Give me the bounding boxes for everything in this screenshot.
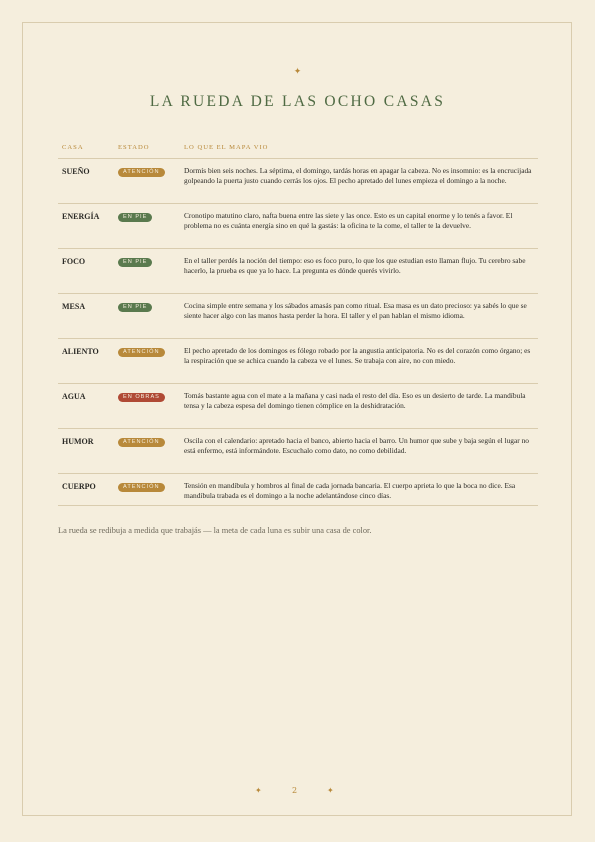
table-row (58, 474, 538, 506)
status-badge: EN PIE (118, 213, 152, 222)
top-ornament-icon: ✦ (293, 67, 302, 77)
house-description: En el taller perdés la noción del tiempo: eso es foco puro, lo que los que estudian esto llaman flujo. Tu cerebro sabe hacerlo, la prueba es que ya lo hace. La pregunta es dónde querés vivirlo. (184, 256, 526, 276)
status-badge: EN OBRAS (118, 393, 165, 402)
house-name: AGUA (62, 392, 86, 401)
status-badge: ATENCIÓN (118, 348, 165, 357)
status-badge: ATENCIÓN (118, 168, 165, 177)
page-title: LA RUEDA DE LAS OCHO CASAS (149, 93, 446, 110)
page-footer (0, 786, 595, 798)
status-badge: ATENCIÓN (118, 483, 165, 492)
footer-ornament-left-icon: ✦ (255, 786, 262, 795)
house-description: Dormís bien seis noches. La séptima, el domingo, tardás horas en apagar la cabeza. No es insomnio: es la encrucijada golpeando la puerta justo cuando cerrás los ojos. El pecho apretado del lunes empieza el domingo a la noche. (184, 166, 532, 186)
table-row (58, 204, 538, 249)
house-name: SUEÑO (62, 167, 90, 176)
house-description: Tomás bastante agua con el mate a la mañana y casi nada el resto del día. Eso es un desierto de tarde. La mandíbula tensa y la cabeza espesa del domingo tienen cómplice en la deshidratación. (184, 391, 526, 411)
house-description: Cocina simple entre semana y los sábados amasás pan como ritual. Esa masa es un dato precioso: ya sabés lo que se siente hacer algo con las manos hasta perder la hora. El taller y el pan hablan el mismo idioma. (184, 301, 527, 321)
table-row (58, 429, 538, 474)
house-name: CUERPO (62, 482, 96, 491)
column-header-estado: ESTADO (118, 144, 150, 151)
table-row (58, 294, 538, 339)
house-description: Oscila con el calendario: apretado hacia el banco, abierto hacia el barro. Un humor que sube y baja según el lugar no está enfermo, está informándote. Escuchalo como dato, no como debilidad. (184, 436, 529, 456)
page-number: 2 (292, 786, 298, 795)
table-row (58, 339, 538, 384)
status-badge: EN PIE (118, 303, 152, 312)
table-header (62, 144, 538, 158)
house-name: ENERGÍA (62, 212, 100, 221)
house-name: HUMOR (62, 437, 94, 446)
house-description: Tensión en mandíbula y hombros al final de cada jornada bancaria. El cuerpo aprieta lo que la boca no dice. Esa mandíbula trabada es el domingo a la noche adelantándose cinco días. (184, 481, 516, 501)
table-row (58, 159, 538, 204)
column-header-mapa: LO QUE EL MAPA VIO (184, 144, 269, 151)
house-name: FOCO (62, 257, 86, 266)
house-name: MESA (62, 302, 86, 311)
table-row (58, 249, 538, 294)
footer-ornament-right-icon: ✦ (327, 786, 334, 795)
status-badge: ATENCIÓN (118, 438, 165, 447)
column-header-casa: CASA (62, 144, 84, 151)
houses-table (58, 158, 538, 506)
house-description: Cronotipo matutino claro, nafta buena entre las siete y las once. Esto es un capital enorme y lo tenés a favor. El problema no es cuánta energía sino en qué la gastás: la oficina te la come, el taller te la devuelve. (184, 211, 513, 231)
house-description: El pecho apretado de los domingos es fólego robado por la angustia anticipatoria. No es del corazón como órgano; es la respiración que se achica cuando la cabeza ve el lunes. Se trabaja con aire, no con miedo. (184, 346, 531, 366)
table-row (58, 384, 538, 429)
house-name: ALIENTO (62, 347, 99, 356)
status-badge: EN PIE (118, 258, 152, 267)
footer-note: La rueda se redibuja a medida que trabajás — la meta de cada luna es subir una casa de color. (58, 526, 372, 535)
